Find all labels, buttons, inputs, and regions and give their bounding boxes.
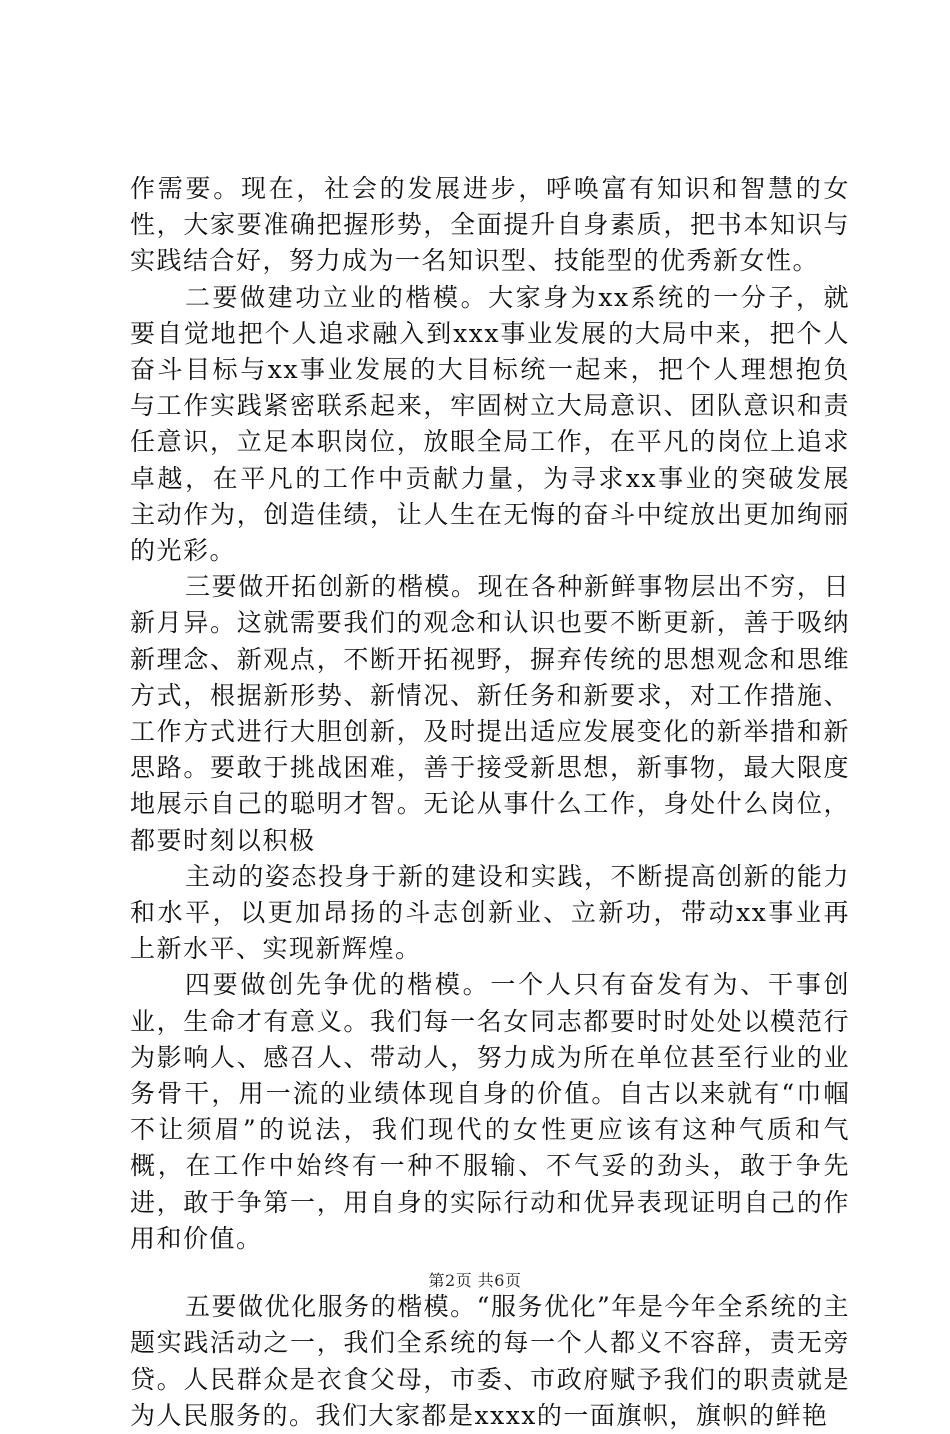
paragraph-continuation: 作需要。现在，社会的发展进步，呼唤富有知识和智慧的女性，大家要准确把握形势，全面提升自身素质，把书本知识与实践结合好，努力成为一名知识型、技能型的优秀新女性。 [130,174,850,276]
paragraph-point-five: 五要做优化服务的楷模。“服务优化”年是今年全系统的主题实践活动之一，我们全系统的每一个人都义不容辞，责无旁贷。人民群众是衣食父母，市委、市政府赋予我们的职责就是为人民服务的。我们大家都是xxxx的一面旗帜，旗帜的鲜艳 [130,1292,850,1430]
body-text [130,171,850,1434]
paragraph-point-two: 二要做建功立业的楷模。大家身为xx系统的一分子，就要自觉地把个人追求融入到xxx事业发展的大局中来，把个人奋斗目标与xx事业发展的大目标统一起来，把个人理想抱负与工作实践紧密联系起来，牢固树立大局意识、团队意识和责任意识，立足本职岗位，放眼全局工作，在平凡的岗位上追求卓越，在平凡的工作中贡献力量，为寻求xx事业的突破发展主动作为，创造佳绩，让人生在无悔的奋斗中绽放出更加绚丽的光彩。 [130,282,850,566]
page-footer: 第2页 共6页 [428,1271,522,1290]
paragraph-point-three: 三要做开拓创新的楷模。现在各种新鲜事物层出不穷，日新月异。这就需要我们的观念和认识也要不断更新，善于吸纳新理念、新观点，不断开拓视野，摒弃传统的思想观念和思维方式，根据新形势、新情况、新任务和新要求，对工作措施、工作方式进行大胆创新，及时提出适应发展变化的新举措和新思路。要敢于挑战困难，善于接受新思想，新事物，最大限度地展示自己的聪明才智。无论从事什么工作，身处什么岗位，都要时刻以积极 [130,572,850,855]
paragraph-point-four: 四要做创先争优的楷模。一个人只有奋发有为、干事创业，生命才有意义。我们每一名女同志都要时时处处以模范行为影响人、感召人、带动人，努力成为所在单位甚至行业的业务骨干，用一流的业绩体现自身的价值。自古以来就有“巾帼不让须眉”的说法，我们现代的女性更应该有这种气质和气概，在工作中始终有一种不服输、不气妥的劲头，敢于争先进，敢于争第一，用自身的实际行动和优异表现证明自己的作用和价值。 [130,970,850,1253]
paragraph-point-three-continued: 主动的姿态投身于新的建设和实践，不断提高创新的能力和水平，以更加昂扬的斗志创新业、立新功，带动xx事业再上新水平、实现新辉煌。 [130,861,850,964]
